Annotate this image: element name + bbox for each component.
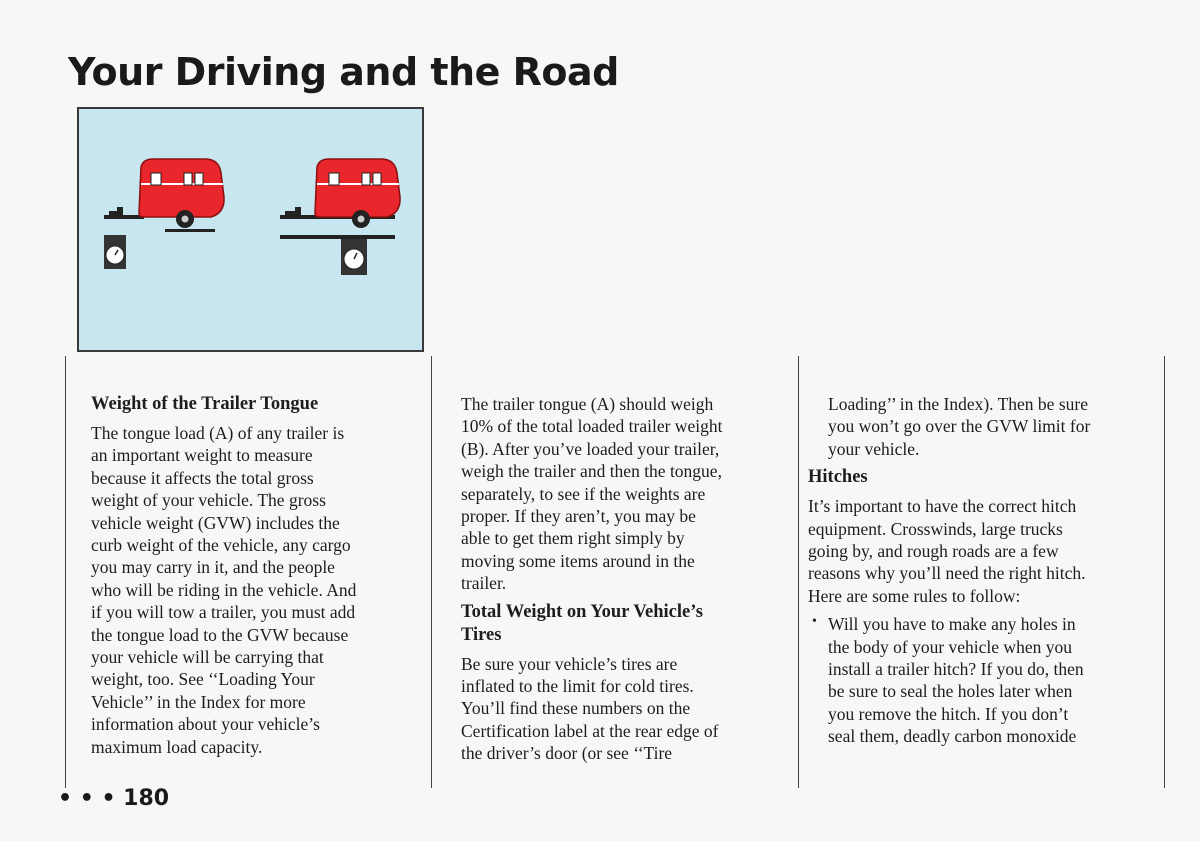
text-line: you may carry in it, and the people: [91, 557, 335, 578]
text-line: you remove the hitch. If you don’t: [828, 703, 1069, 724]
text-line: your vehicle will be carrying that: [91, 647, 324, 668]
text-line: separately, to see if the weights are: [461, 483, 706, 504]
text-line: if you will tow a trailer, you must add: [91, 602, 356, 623]
text-line: your vehicle.: [828, 438, 920, 459]
page-number: • • • 180: [58, 786, 170, 811]
tire-loading-continuation: [808, 393, 1158, 460]
text-line: (B). After you’ve loaded your trailer,: [461, 438, 720, 459]
text-line: You’ll find these numbers on the: [461, 698, 691, 719]
column-1: [91, 393, 423, 758]
text-line: vehicle weight (GVW) includes the: [91, 512, 340, 533]
text-line: Be sure your vehicle’s tires are: [461, 653, 678, 674]
text-line: because it affects the total gross: [91, 467, 314, 488]
tire-weight-paragraph: [461, 653, 791, 765]
column-rule-3: [798, 356, 799, 788]
text-line: maximum load capacity.: [91, 736, 263, 757]
text-line: going by, and rough roads are a few: [808, 541, 1059, 562]
text-line: curb weight of the vehicle, any cargo: [91, 535, 351, 556]
trailer-scale-illustration: [79, 109, 422, 350]
text-line: able to get them right simply by: [461, 528, 685, 549]
hitch-holes-bullet-item: [808, 613, 1158, 747]
bullet-icon: •: [812, 614, 817, 630]
text-line: install a trailer hitch? If you do, then: [828, 659, 1084, 680]
section-heading-hitches: Hitches: [808, 467, 868, 488]
column-rule-4: [1164, 356, 1165, 788]
column-3: [808, 393, 1158, 748]
text-line: Vehicle’’ in the Index for more: [91, 691, 306, 712]
text-line: moving some items around in the: [461, 550, 695, 571]
heading-line: Total Weight on Your Vehicle’s: [461, 601, 703, 622]
trailer-b-graphic: [280, 159, 400, 275]
text-line: the body of your vehicle when you: [828, 636, 1072, 657]
trailer-a-graphic: [104, 159, 224, 269]
text-line: Here are some rules to follow:: [808, 585, 1021, 606]
text-line: inflated to the limit for cold tires.: [461, 676, 694, 697]
text-line: equipment. Crosswinds, large trucks: [808, 518, 1063, 539]
heading-line: Tires: [461, 624, 502, 645]
tongue-weight-paragraph: [91, 422, 423, 758]
text-line: weigh the trailer and then the tongue,: [461, 461, 722, 482]
text-line: you won’t go over the GVW limit for: [828, 416, 1091, 437]
text-line: The trailer tongue (A) should weigh: [461, 394, 714, 414]
trailer-weighing-figure: [77, 107, 424, 352]
text-line: information about your vehicle’s: [91, 714, 320, 735]
text-line: weight of your vehicle. The gross: [91, 490, 326, 511]
text-line: Will you have to make any holes in: [828, 614, 1076, 635]
text-line: an important weight to measure: [91, 445, 313, 466]
section-heading-tire-weight: [461, 601, 791, 647]
tongue-ratio-paragraph: [461, 393, 791, 595]
section-heading-tongue-weight: Weight of the Trailer Tongue: [91, 394, 319, 414]
text-line: who will be riding in the vehicle. And: [91, 579, 357, 600]
text-line: weight, too. See ‘‘Loading Your: [91, 669, 315, 690]
text-line: It’s important to have the correct hitch: [808, 496, 1077, 517]
text-line: The tongue load (A) of any trailer is: [91, 423, 345, 443]
text-line: the tongue load to the GVW because: [91, 624, 349, 645]
page-title: Your Driving and the Road: [68, 50, 619, 94]
hitches-paragraph: [808, 495, 1158, 607]
text-line: seal them, deadly carbon monoxide: [828, 726, 1077, 747]
text-line: be sure to seal the holes later when: [828, 681, 1073, 702]
text-line: trailer.: [461, 573, 507, 594]
column-rule-1: [65, 356, 66, 788]
column-rule-2: [431, 356, 432, 788]
text-line: 10% of the total loaded trailer weight: [461, 416, 723, 437]
text-line: the driver’s door (or see ‘‘Tire: [461, 743, 673, 764]
text-line: proper. If they aren’t, you may be: [461, 506, 696, 527]
column-2: [461, 393, 791, 765]
text-line: Loading’’ in the Index). Then be sure: [828, 394, 1088, 414]
text-line: reasons why you’ll need the right hitch.: [808, 563, 1086, 584]
text-line: Certification label at the rear edge of: [461, 720, 719, 741]
